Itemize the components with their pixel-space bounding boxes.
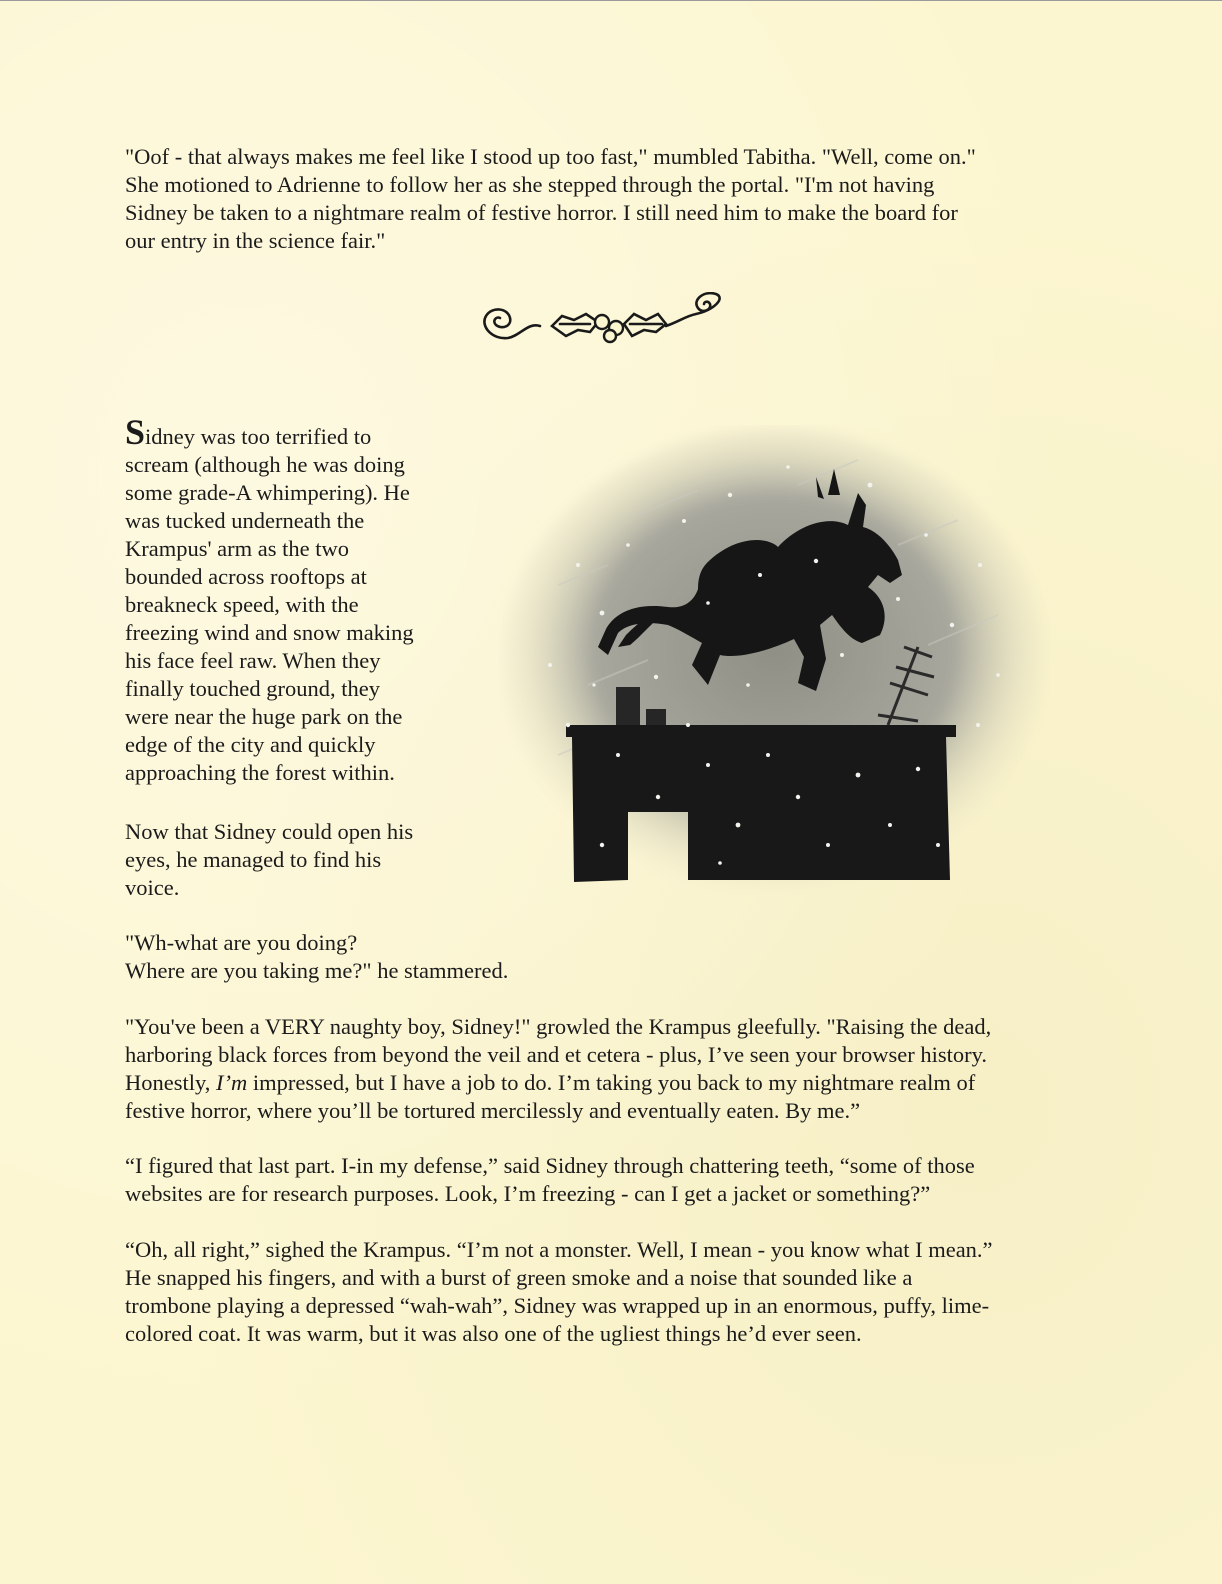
text-line: edge of the city and quickly [125,732,376,757]
rooftop-building [566,725,956,882]
text-line: some grade-A whimpering). He [125,480,410,505]
krampus-rooftop-illustration [498,425,1050,895]
paragraph-sidney-defense [125,1152,1100,1208]
text-line: “I figured that last part. I-in my defense,” said Sidney through chattering teeth, “some of those [125,1153,975,1178]
text-line: freezing wind and snow making [125,620,414,645]
text-line: "You've been a VERY naughty boy, Sidney!" growled the Krampus gleefully. "Raising the dead, [125,1014,992,1039]
text-line: our entry in the science fair." [125,228,386,253]
text-line: idney was too terrified to [145,424,372,449]
text-line: voice. [125,875,180,900]
emphasis-text: I’m [216,1070,248,1095]
text-line: Krampus' arm as the two [125,536,350,561]
text-line: bounded across rooftops at [125,564,367,589]
text-line: approaching the forest within. [125,760,395,785]
text-line: "Oof - that always makes me feel like I stood up too fast," mumbled Tabitha. "Well, come on." [125,144,976,169]
text-line: Sidney be taken to a nightmare realm of festive horror. I still need him to make the board for [125,200,958,225]
paragraph-krampus-speech [125,1013,1100,1125]
text-line: "Wh-what are you doing? [125,930,358,955]
text-line: eyes, he managed to find his [125,847,382,872]
paragraph-sidney-question [125,929,685,985]
text-fragment: impressed, but I have a job to do. I’m taking you back to my nightmare realm of [247,1070,976,1095]
text-line: colored coat. It was warm, but it was also one of the ugliest things he’d ever seen. [125,1321,862,1346]
swirl-holly-ornament-icon [478,292,728,352]
text-fragment: Honestly, [125,1070,217,1095]
text-line: trombone playing a depressed “wah-wah”, Sidney was wrapped up in an enormous, puffy, lime- [125,1293,990,1318]
paragraph-tabitha-portal [125,143,1085,255]
paragraph-ugly-coat [125,1236,1100,1348]
text-line: scream (although he was doing [125,452,405,477]
text-line: “Oh, all right,” sighed the Krampus. “I’m not a monster. Well, I mean - you know what I mean.” [125,1237,993,1262]
paragraph-sidney-voice [125,818,465,902]
drop-cap: S [125,412,146,452]
text-line: festive horror, where you’ll be tortured mercilessly and eventually eaten. By me.” [125,1098,861,1123]
text-line: was tucked underneath the [125,508,365,533]
text-line: breakneck speed, with the [125,592,359,617]
text-line [125,1069,1100,1097]
paragraph-sidney-carried [125,412,465,787]
text-line: Where are you taking me?" he stammered. [125,958,509,983]
text-line: He snapped his fingers, and with a burst of green smoke and a noise that sounded like a [125,1265,913,1290]
text-line: She motioned to Adrienne to follow her as she stepped through the portal. "I'm not having [125,172,935,197]
text-line: were near the huge park on the [125,704,403,729]
text-line: finally touched ground, they [125,676,380,701]
text-line: harboring black forces from beyond the veil and et cetera - plus, I’ve seen your browser history. [125,1042,987,1067]
text-line: Now that Sidney could open his [125,819,414,844]
top-edge-line [0,0,1222,1]
text-line: his face feel raw. When they [125,648,381,673]
text-line: websites are for research purposes. Look, I’m freezing - can I get a jacket or something?” [125,1181,931,1206]
